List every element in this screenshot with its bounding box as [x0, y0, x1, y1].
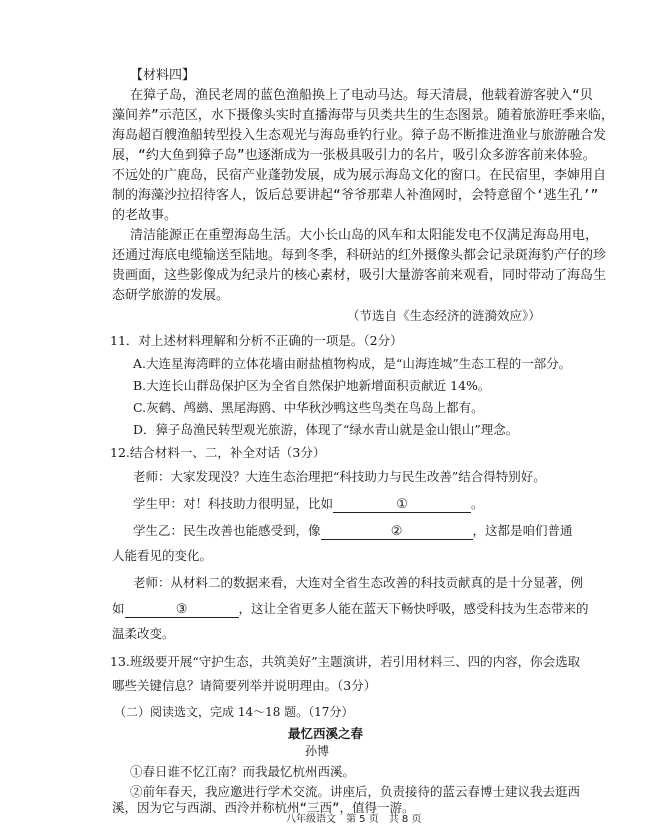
material4-para2-line: 还通过海底电缆输送至陆地。每到冬季，科研站的红外摄像头都会记录斑海豹产仔的珍 — [112, 248, 607, 263]
blank-number: ② — [390, 524, 403, 539]
q11-option-a: A.大连星海湾畔的立体花墙由耐盐植物构成，是“山海连城”生态工程的一部分。 — [133, 356, 572, 371]
material4-para2-line: 态研学旅游的发展。 — [112, 288, 230, 303]
q12-teacher2-text-end: ，这让全省更多人能在蓝天下畅快呼吸，感受科技为生态带来的 — [238, 601, 589, 616]
material4-para2-line: 清洁能源正在重塑海岛生活。大小长山岛的风车和太阳能发电不仅满足海岛用电， — [130, 228, 599, 243]
q11-option-b: B.大连长山群岛保护区为全省自然保护地新增面积贡献近 14%。 — [133, 378, 491, 393]
q11-option-d: D．獐子岛渔民转型观光旅游，体现了“绿水青山就是金山银山”理念。 — [133, 422, 519, 437]
q12-student-a-end: 。 — [471, 496, 484, 511]
material4-para1-line: 不远处的广鹿岛，民宿产业蓬勃发展，成为展示海岛文化的窗口。在民宿里，李婶用自 — [112, 168, 607, 183]
article-p2-line1: ②前年春天，我应邀进行学术交流。讲座后，负责接待的蓝云春博士建议我去逛西 — [130, 784, 581, 799]
article-author: 孙博 — [305, 744, 330, 758]
q13-line1: 13.班级要开展“守护生态，共筑美好”主题演讲，若引用材料三、四的内容，你会选取 — [110, 654, 581, 669]
q12-teacher-line1: 老师：大家发现没？大连生态治理把“科技助力与民生改善”结合得特别好。 — [133, 469, 546, 484]
article-title: 最忆西溪之春 — [288, 726, 364, 741]
blank-number: ③ — [175, 602, 188, 617]
material4-heading: 【材料四】 — [130, 68, 196, 83]
material4-para1-line: 在獐子岛，渔民老周的蓝色渔船换上了电动马达。每天清晨，他载着游客驶入“贝 — [130, 88, 593, 103]
q12-teacher2-line3: 温柔改变。 — [112, 626, 175, 641]
material4-para1-line: 藻间养”示范区，水下摄像头实时直播海带与贝类共生的生态图景。随着旅游旺季来临， — [112, 108, 614, 123]
page-footer: 八年级语文 第 5 页 共 8 页 — [286, 814, 422, 825]
q12-teacher2-line1: 老师：从材料二的数据来看，大连对全省生态改善的科技贡献真的是十分显著，例 — [133, 575, 584, 590]
material4-para2-line: 贵画面，这些影像成为纪录片的核心素材，吸引大量游客前来观看，同时带动了海岛生 — [112, 268, 607, 283]
material4-para1-line: 制的海藻沙拉招待客人，饭后总要讲起“爷爷那辈人补渔网时，会特意留个‘逃生孔’” — [112, 188, 599, 203]
q12-student-b-text: 学生乙：民生改善也能感受到，像 — [133, 523, 321, 538]
q11-stem: 11．对上述材料理解和分析不正确的一项是。（2分） — [110, 333, 403, 348]
q12-student-b-line2: 人能看见的变化。 — [112, 548, 213, 563]
material4-para1-line: 展，“约大鱼到獐子岛”也逐渐成为一张极具吸引力的名片，吸引众多游客前来体验。 — [112, 148, 596, 163]
q12-student-a-text: 学生甲：对！科技助力很明显，比如 — [133, 496, 334, 511]
q11-option-c: C.灰鹤、鸬鹚、黑尾海鸥、中华秋沙鸭这些鸟类在鸟岛上都有。 — [133, 400, 484, 415]
q13-line2: 哪些关键信息？请简要列举并说明理由。（3分） — [112, 678, 377, 693]
material4-source: （节选自《生态经济的涟漪效应》） — [347, 308, 541, 323]
material4-para1-line: 的老故事。 — [112, 208, 178, 223]
article-p2-line2: 溪，因为它与西湖、西泠并称杭州“三西”，值得一游。 — [112, 800, 415, 815]
section2-heading: （二）阅读选文，完成 14～18 题。（17分） — [114, 705, 354, 719]
article-p1: ①春日谁不忆江南？而我最忆杭州西溪。 — [130, 764, 356, 779]
blank-number: ① — [396, 497, 408, 512]
q12-student-b-text-end: ，这都是咱们普通 — [472, 523, 573, 538]
material4-para1-line: 海岛超百艘渔船转型投入生态观光与海岛垂钓行业。獐子岛不断推进渔业与旅游融合发 — [112, 128, 607, 143]
q12-stem: 12.结合材料一、二，补全对话（3分） — [110, 445, 326, 460]
q12-teacher2-text: 如 — [112, 601, 125, 616]
